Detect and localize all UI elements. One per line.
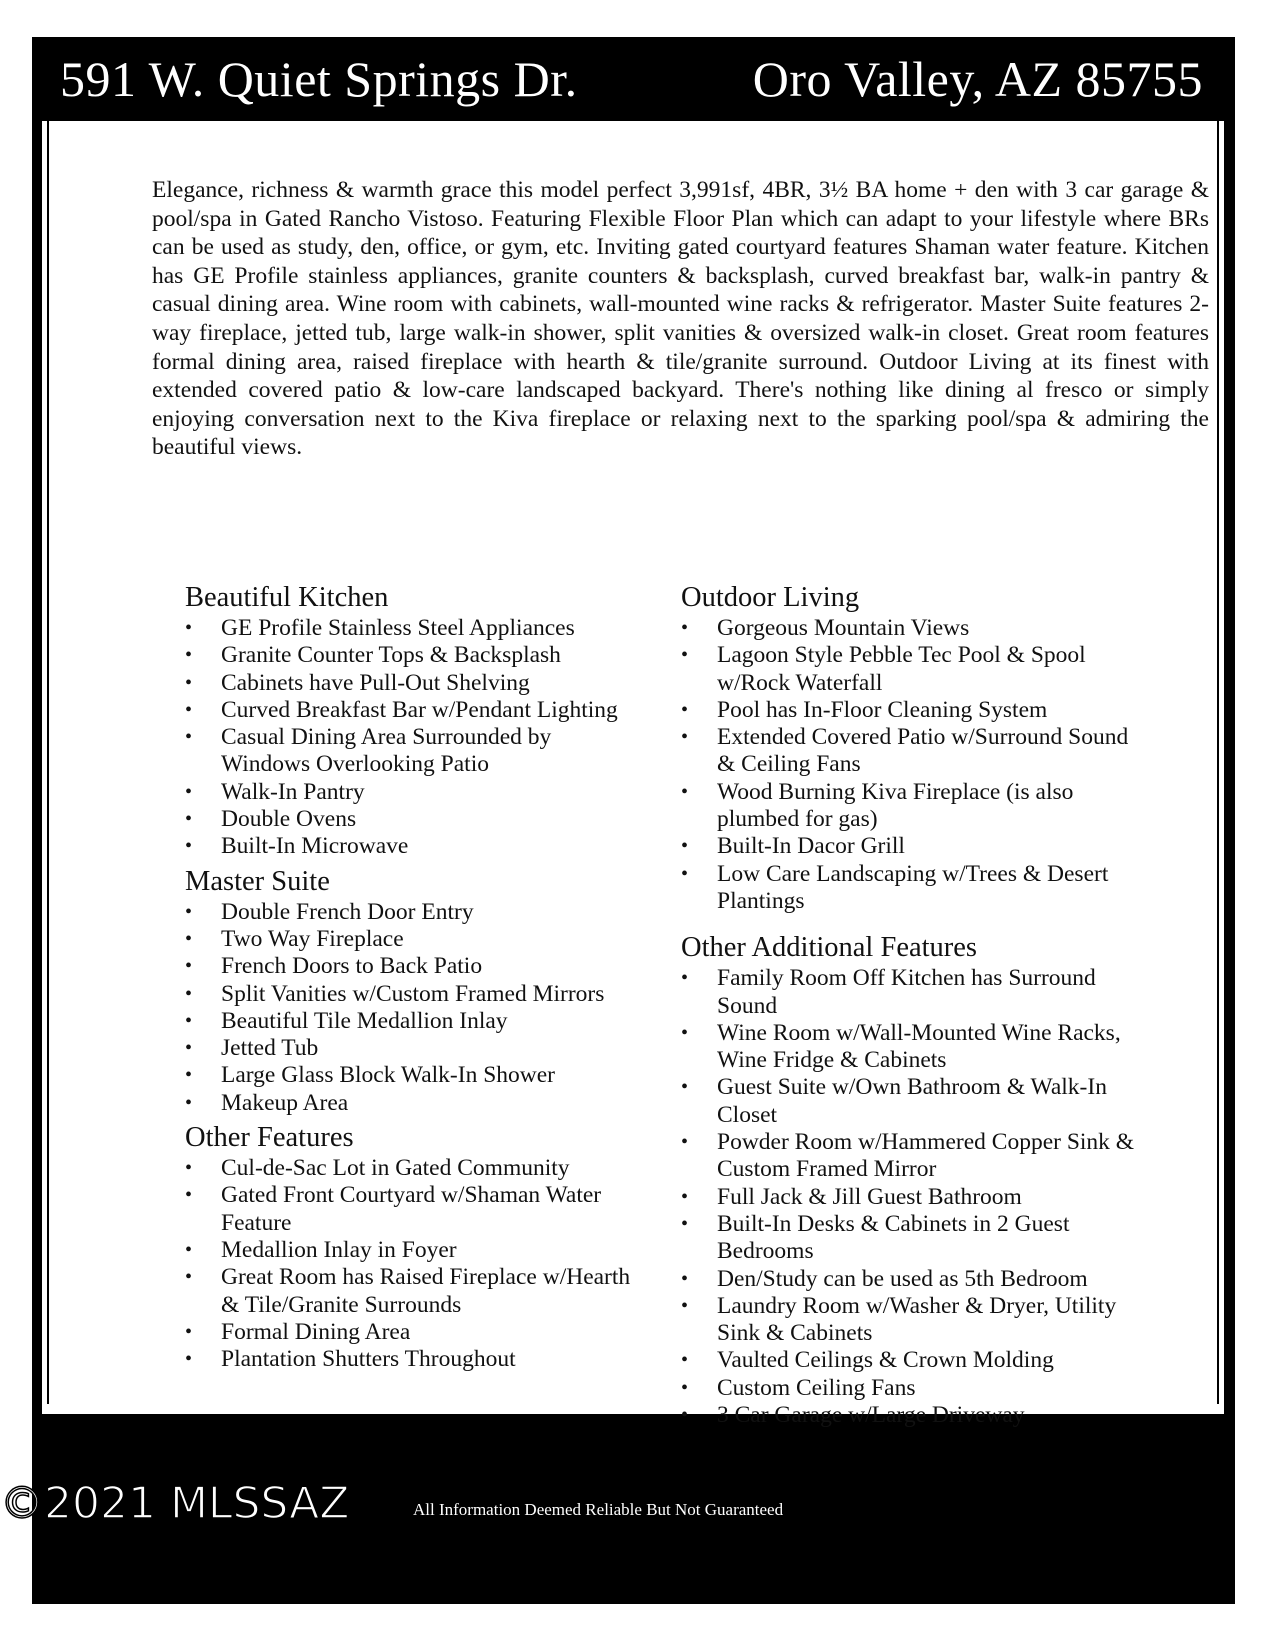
feature-item: • Built-In Dacor Grill [681, 833, 1151, 860]
feature-item: • Guest Suite w/Own Bathroom & Walk-In Closet [681, 1074, 1151, 1129]
feature-item: • Gorgeous Mountain Views [681, 615, 1151, 642]
copyright-watermark: ©2021 MLSSAZ [0, 1478, 350, 1529]
feature-item: • Den/Study can be used as 5th Bedroom [681, 1266, 1151, 1293]
feature-item: • GE Profile Stainless Steel Appliances [185, 615, 635, 642]
flyer-frame [32, 37, 1235, 1604]
feature-item: • Family Room Off Kitchen has Surround Sound [681, 965, 1151, 1020]
feature-item: • Split Vanities w/Custom Framed Mirrors [185, 981, 635, 1008]
feature-list [185, 615, 635, 861]
feature-item: • Two Way Fireplace [185, 926, 635, 953]
feature-list [681, 965, 1151, 1429]
section-other-additional-features [681, 931, 1151, 1429]
content-panel [40, 121, 1226, 1429]
flyer-header [32, 37, 1235, 121]
section-outdoor-living [681, 581, 1151, 915]
feature-item: • Vaulted Ceilings & Crown Molding [681, 1347, 1151, 1374]
feature-item: • Custom Ceiling Fans [681, 1375, 1151, 1402]
section-title: Other Additional Features [681, 932, 978, 964]
feature-item: • Powder Room w/Hammered Copper Sink & Custom Framed Mirror [681, 1129, 1151, 1184]
feature-item: • 3 Car Garage w/Large Driveway [681, 1402, 1151, 1429]
feature-item: • French Doors to Back Patio [185, 953, 635, 980]
feature-item: • Jetted Tub [185, 1035, 635, 1062]
disclaimer-text: All Information Deemed Reliable But Not Guaranteed [413, 1500, 784, 1519]
feature-item: • Lagoon Style Pebble Tec Pool & Spool w/Rock Waterfall [681, 642, 1151, 697]
feature-item: • Pool has In-Floor Cleaning System [681, 697, 1151, 724]
section-other-features [185, 1121, 635, 1373]
section-title: Master Suite [185, 865, 330, 897]
feature-list [681, 615, 1151, 915]
feature-item: • Built-In Microwave [185, 833, 635, 860]
feature-item: • Makeup Area [185, 1090, 635, 1117]
feature-item: • Curved Breakfast Bar w/Pendant Lighting [185, 697, 635, 724]
feature-item: • Double Ovens [185, 806, 635, 833]
feature-item: • Low Care Landscaping w/Trees & Desert Plantings [681, 861, 1151, 916]
section-title: Beautiful Kitchen [185, 582, 389, 613]
feature-list [185, 899, 635, 1117]
feature-list [185, 1155, 635, 1373]
feature-item: • Medallion Inlay in Foyer [185, 1237, 635, 1264]
feature-item: • Extended Covered Patio w/Surround Sound & Ceiling Fans [681, 724, 1151, 779]
feature-item: • Wood Burning Kiva Fireplace (is also plumbed for gas) [681, 779, 1151, 834]
feature-item: • Double French Door Entry [185, 899, 635, 926]
feature-item: • Large Glass Block Walk-In Shower [185, 1062, 635, 1089]
feature-item: • Beautiful Tile Medallion Inlay [185, 1008, 635, 1035]
property-city: Oro Valley, AZ 85755 [752, 51, 1203, 107]
feature-item: • Cul-de-Sac Lot in Gated Community [185, 1155, 635, 1182]
features-left-column [185, 581, 635, 1377]
section-title: Other Features [185, 1122, 354, 1154]
feature-item: • Laundry Room w/Washer & Dryer, Utility Sink & Cabinets [681, 1293, 1151, 1348]
features-right-column [681, 581, 1151, 1433]
feature-item: • Granite Counter Tops & Backsplash [185, 642, 635, 669]
property-address: 591 W. Quiet Springs Dr. [60, 51, 578, 107]
feature-item: • Great Room has Raised Fireplace w/Hearth & Tile/Granite Surrounds [185, 1264, 635, 1319]
section-title: Outdoor Living [681, 582, 860, 613]
feature-item: • Casual Dining Area Surrounded by Windows Overlooking Patio [185, 724, 635, 779]
feature-item: • Formal Dining Area [185, 1319, 635, 1346]
property-description: Elegance, richness & warmth grace this model perfect 3,991sf, 4BR, 3½ BA home + den with 3 car garage & pool/spa in Gated Rancho Vistoso. Featuring Flexible Floor Plan which can adapt to your lifestyle where BRs can be used as study, den, office, or gym, etc. Inviting gated courtyard features Shaman water feature. Kitchen has GE Profile stainless appliances, granite counters & backsplash, curved breakfast bar, walk-in pantry & casual dining area. Wine room with cabinets, wall-mounted wine racks & refrigerator. Master Suite features 2-way fireplace, jetted tub, large walk-in shower, split vanities & oversized walk-in closet. Great room features formal dining area, raised fireplace with hearth & tile/granite surround. Outdoor Living at its finest with extended covered patio & low-care landscaped backyard. There's nothing like dining al fresco or simply enjoying conversation next to the Kiva fireplace or relaxing next to the sparking pool/spa & admiring the beautiful views. [152, 177, 1209, 461]
section-master-suite [185, 865, 635, 1117]
feature-item: • Plantation Shutters Throughout [185, 1346, 635, 1373]
feature-item: • Wine Room w/Wall-Mounted Wine Racks, Wine Fridge & Cabinets [681, 1020, 1151, 1075]
section-beautiful-kitchen [185, 581, 635, 861]
feature-item: • Cabinets have Pull-Out Shelving [185, 670, 635, 697]
feature-item: • Walk-In Pantry [185, 779, 635, 806]
feature-item: • Gated Front Courtyard w/Shaman Water Feature [185, 1182, 635, 1237]
feature-item: • Full Jack & Jill Guest Bathroom [681, 1184, 1151, 1211]
feature-item: • Built-In Desks & Cabinets in 2 Guest Bedrooms [681, 1211, 1151, 1266]
